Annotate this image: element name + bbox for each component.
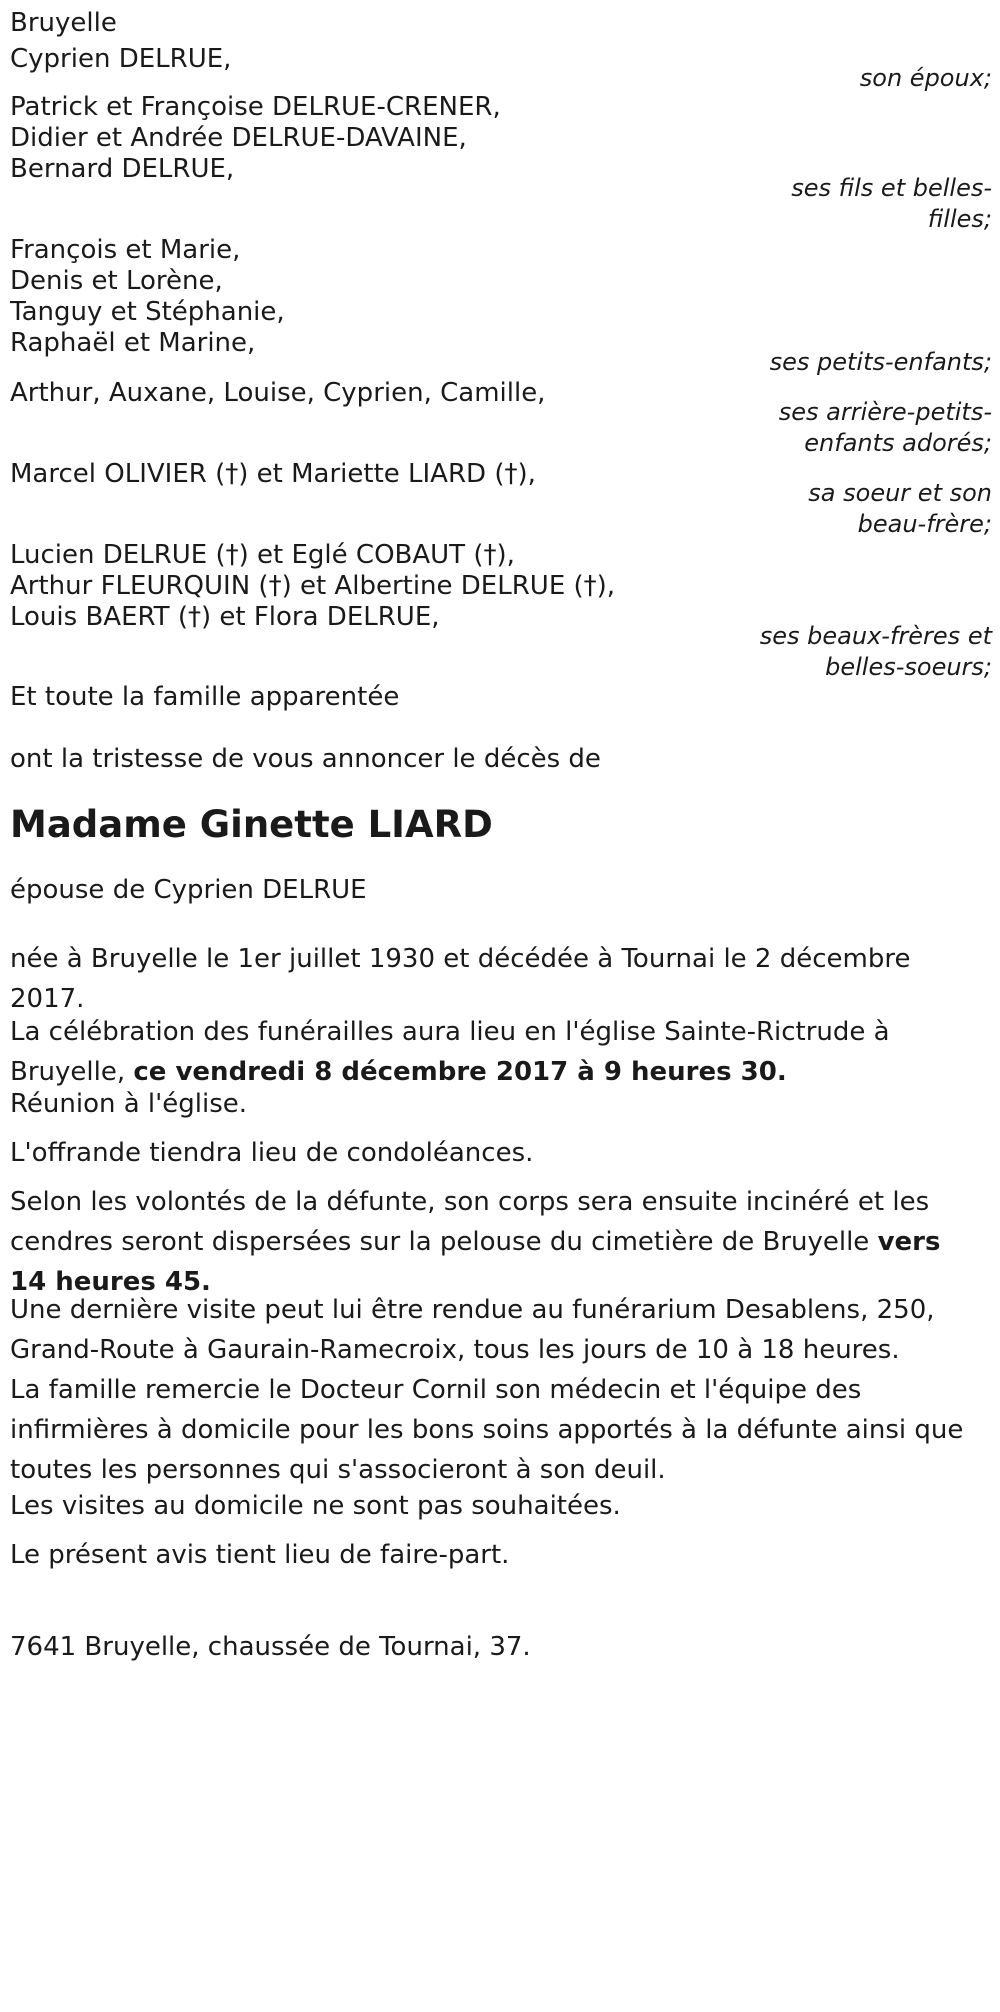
address-line: 7641 Bruyelle, chaussée de Tournai, 37. — [10, 1632, 531, 1662]
spouse-relation: son époux; — [859, 64, 992, 92]
cremation-paragraph — [10, 1182, 985, 1302]
announcement: ont la tristesse de vous annoncer le décès de — [10, 744, 601, 774]
cremation-time: vers 14 heures 45. — [10, 1227, 941, 1297]
extended-family: Et toute la famille apparentée — [10, 682, 400, 712]
in-laws-relation: ses beaux-frères et — [759, 622, 992, 650]
grandchild-line: Denis et Lorène, — [10, 266, 223, 296]
notice-paragraph: Le présent avis tient lieu de faire-part. — [10, 1540, 510, 1570]
grandchild-line: Tanguy et Stéphanie, — [10, 297, 285, 327]
children-relation: ses fils et belles- — [791, 174, 992, 202]
child-line: Patrick et Françoise DELRUE-CRENER, — [10, 92, 501, 122]
meeting-paragraph: Réunion à l'église. — [10, 1089, 248, 1119]
in-law-line: Louis BAERT (†) et Flora DELRUE, — [10, 602, 440, 632]
spouse-name: Cyprien DELRUE, — [10, 44, 232, 74]
no-visits-paragraph: Les visites au domicile ne sont pas souhaitées. — [10, 1491, 621, 1521]
grandchild-line: Raphaël et Marine, — [10, 328, 256, 358]
child-line: Bernard DELRUE, — [10, 154, 235, 184]
great-grandchildren-relation: enfants adorés; — [804, 429, 992, 457]
ceremony-text: La célébration des funérailles aura lieu en l'église Sainte-Rictrude à Bruyelle, — [10, 1017, 890, 1087]
ceremony-paragraph — [10, 1012, 985, 1092]
location-header: Bruyelle — [10, 8, 117, 38]
visit-paragraph: Une dernière visite peut lui être rendue au funérarium Desablens, 250, Grand-Route à Gaurain-Ramecroix, tous les jours de 10 à 18 heures. — [10, 1295, 935, 1365]
offering-paragraph: L'offrande tiendra lieu de condoléances. — [10, 1138, 534, 1168]
thanks-paragraph: La famille remercie le Docteur Cornil son médecin et l'équipe des infirmières à domicile pour les bons soins apportés à la défunte ainsi que toutes les personnes qui s'associeront à son deuil. — [10, 1375, 964, 1485]
sibling-line: Marcel OLIVIER (†) et Mariette LIARD (†), — [10, 459, 536, 489]
cremation-text: Selon les volontés de la défunte, son corps sera ensuite incinéré et les cendres seront dispersées sur la pelouse du cimetière de Bruyelle — [10, 1187, 930, 1257]
sibling-relation: beau-frère; — [857, 510, 992, 538]
in-laws-relation: belles-soeurs; — [825, 653, 992, 681]
child-line: Didier et Andrée DELRUE-DAVAINE, — [10, 123, 467, 153]
deceased-name: Madame Ginette LIARD — [10, 803, 493, 846]
spouse-of: épouse de Cyprien DELRUE — [10, 875, 367, 905]
great-grandchildren-relation: ses arrière-petits- — [778, 398, 992, 426]
ceremony-time: ce vendredi 8 décembre 2017 à 9 heures 30. — [133, 1057, 787, 1087]
in-law-line: Lucien DELRUE (†) et Eglé COBAUT (†), — [10, 540, 515, 570]
birth-death-paragraph: née à Bruyelle le 1er juillet 1930 et décédée à Tournai le 2 décembre 2017. — [10, 944, 911, 1014]
great-grandchildren-line: Arthur, Auxane, Louise, Cyprien, Camille, — [10, 378, 546, 408]
in-law-line: Arthur FLEURQUIN (†) et Albertine DELRUE (†), — [10, 571, 616, 601]
grandchild-line: François et Marie, — [10, 235, 241, 265]
grandchildren-relation: ses petits-enfants; — [769, 348, 992, 376]
sibling-relation: sa soeur et son — [808, 479, 992, 507]
children-relation: filles; — [927, 205, 992, 233]
